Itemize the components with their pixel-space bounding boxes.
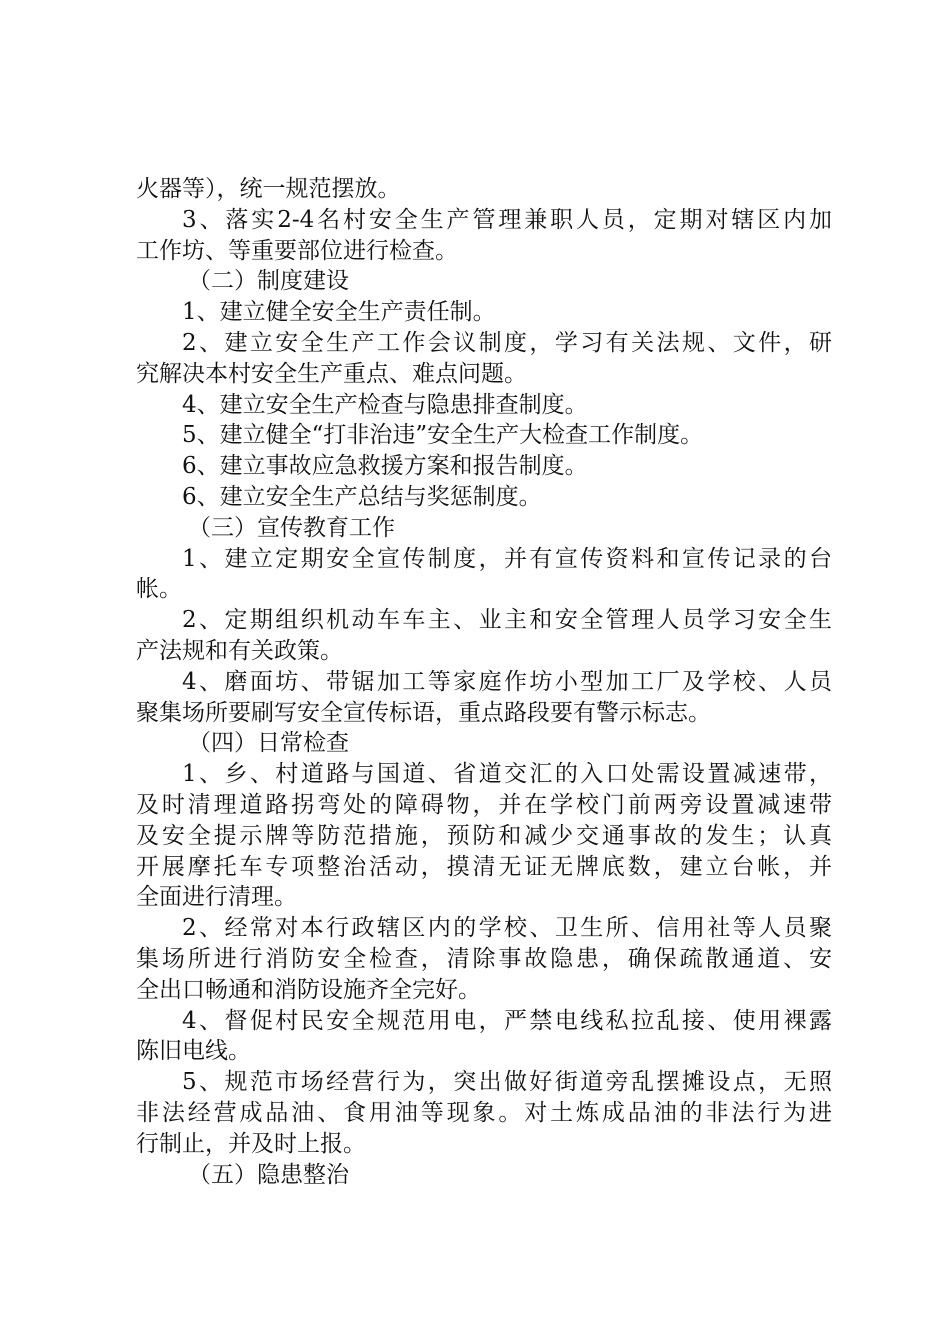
paragraph-line: 全面进行清理。 xyxy=(136,884,297,911)
paragraph-line: 1、建立定期安全宣传制度，并有宣传资料和宣传记录的台 xyxy=(182,545,832,572)
paragraph-line: 帐。 xyxy=(136,576,182,603)
paragraph-line: 5、规范市场经营行为，突出做好街道旁乱摆摊设点，无照 xyxy=(182,1069,832,1096)
paragraph-line: 陈旧电线。 xyxy=(136,1038,251,1065)
paragraph-line: 4、督促村民安全规范用电，严禁电线私拉乱接、使用裸露 xyxy=(182,1007,832,1034)
paragraph-line: 及时清理道路拐弯处的障碍物，并在学校门前两旁设置减速带 xyxy=(136,791,832,818)
paragraph-line: 6、建立安全生产总结与奖惩制度。 xyxy=(182,483,542,510)
section-heading: （四）日常检查 xyxy=(188,730,349,757)
paragraph-line: 4、建立安全生产检查与隐患排查制度。 xyxy=(182,391,588,418)
section-heading: （五）隐患整治 xyxy=(188,1161,349,1188)
paragraph-line: 全出口畅通和消防设施齐全完好。 xyxy=(136,976,481,1003)
paragraph-line: 火器等），统一规范摆放。 xyxy=(136,176,401,202)
paragraph-line: 究解决本村安全生产重点、难点问题。 xyxy=(136,360,527,387)
paragraph-line: 行制止，并及时上报。 xyxy=(136,1130,366,1157)
paragraph-line: 工作坊、等重要部位进行检查。 xyxy=(136,237,458,264)
paragraph-line: 4、磨面坊、带锯加工等家庭作坊小型加工厂及学校、人员 xyxy=(182,668,832,695)
document-body xyxy=(136,174,832,1190)
paragraph-line: 3、落实2-4名村安全生产管理兼职人员，定期对辖区内加 xyxy=(182,206,832,233)
paragraph-line: 5、建立健全“打非治违”安全生产大检查工作制度。 xyxy=(182,422,704,449)
paragraph-line: 非法经营成品油、食用油等现象。对土炼成品油的非法行为进 xyxy=(136,1099,832,1126)
paragraph-line: 1、乡、村道路与国道、省道交汇的入口处需设置减速带， xyxy=(182,761,832,788)
section-heading: （二）制度建设 xyxy=(188,268,349,295)
paragraph-line: 2、建立安全生产工作会议制度，学习有关法规、文件，研 xyxy=(182,329,832,356)
paragraph-line: 2、经常对本行政辖区内的学校、卫生所、信用社等人员聚 xyxy=(182,915,832,942)
paragraph-line: 集场所进行消防安全检查，清除事故隐患，确保疏散通道、安 xyxy=(136,945,832,972)
paragraph-line: 聚集场所要刷写安全宣传标语，重点路段要有警示标志。 xyxy=(136,699,711,726)
paragraph-line: 1、建立健全安全生产责任制。 xyxy=(182,299,496,326)
paragraph-line: 及安全提示牌等防范措施，预防和减少交通事故的发生；认真 xyxy=(136,822,832,849)
section-heading: （三）宣传教育工作 xyxy=(188,514,395,541)
paragraph-line: 6、建立事故应急救援方案和报告制度。 xyxy=(182,453,588,480)
paragraph-line: 产法规和有关政策。 xyxy=(136,637,343,664)
paragraph-line: 2、定期组织机动车车主、业主和安全管理人员学习安全生 xyxy=(182,607,832,634)
paragraph-line: 开展摩托车专项整治活动，摸清无证无牌底数，建立台帐，并 xyxy=(136,853,832,880)
